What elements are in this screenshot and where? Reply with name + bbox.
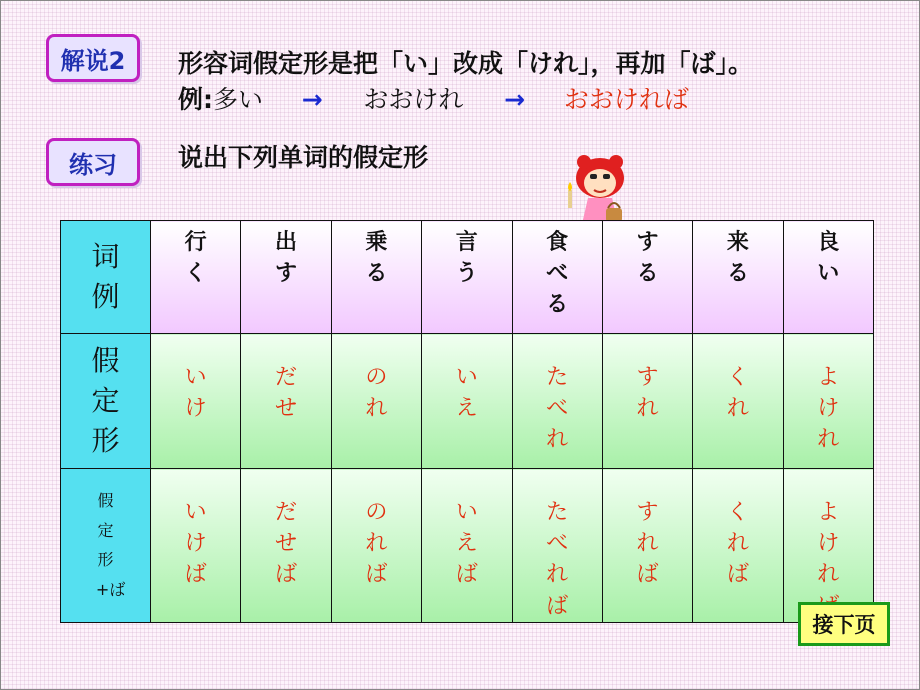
table-row-conditional-ba bbox=[61, 469, 874, 623]
row-header-conditional: 假定形 bbox=[61, 334, 151, 469]
word-cell: 出す bbox=[241, 221, 331, 334]
conditional-ba-cell: いえば bbox=[422, 469, 512, 623]
conditional-ba-cell: いけば bbox=[151, 469, 241, 623]
example-label: 例 bbox=[178, 85, 204, 114]
word-cell: 食べる bbox=[512, 221, 602, 334]
word-cell: する bbox=[602, 221, 692, 334]
rule-text: 形容词假定形是把「い」改成「けれ」，再加「ば」。 bbox=[178, 49, 754, 78]
conditional-cell: よけれ bbox=[783, 334, 873, 469]
conjugation-table bbox=[60, 220, 874, 623]
example-colon: : bbox=[203, 85, 214, 114]
word-cell: 来る bbox=[693, 221, 783, 334]
conditional-ba-cell: のれば bbox=[331, 469, 421, 623]
conditional-ba-cell: よけれ bbox=[783, 469, 873, 623]
next-page-button[interactable]: 接下页 bbox=[798, 602, 890, 646]
conditional-ba-cell: だせば bbox=[241, 469, 331, 623]
conditional-cell: だせ bbox=[241, 334, 331, 469]
practice-text: 说出下列单词的假定形 bbox=[178, 143, 429, 172]
conditional-cell: いけ bbox=[151, 334, 241, 469]
conditional-ba-cell: たべれば bbox=[512, 469, 602, 623]
conditional-cell: いえ bbox=[422, 334, 512, 469]
conditional-cell: たべれ bbox=[512, 334, 602, 469]
example-line bbox=[178, 80, 689, 116]
example-word: 多い bbox=[213, 85, 264, 114]
conditional-ba-cell: すれば bbox=[602, 469, 692, 623]
word-cell: 行く bbox=[151, 221, 241, 334]
arrow-2: → bbox=[504, 85, 526, 114]
conditional-cell: のれ bbox=[331, 334, 421, 469]
row-header-words: 词例 bbox=[61, 221, 151, 334]
word-cell: 良い bbox=[783, 221, 873, 334]
explain-tag: 解说2 bbox=[46, 34, 140, 82]
table-row-conditional bbox=[61, 334, 874, 469]
word-cell: 言う bbox=[422, 221, 512, 334]
conditional-ba-cell: くれば bbox=[693, 469, 783, 623]
row-header-conditional-ba: 假定形+ば bbox=[61, 469, 151, 623]
practice-tag: 练习 bbox=[46, 138, 140, 186]
example-step1: おおけれ bbox=[363, 85, 464, 114]
conditional-cell: すれ bbox=[602, 334, 692, 469]
conditional-cell: くれ bbox=[693, 334, 783, 469]
word-cell: 乗る bbox=[331, 221, 421, 334]
table-row-words bbox=[61, 221, 874, 334]
arrow-1: → bbox=[301, 85, 323, 114]
example-step2: おおければ bbox=[563, 85, 689, 114]
